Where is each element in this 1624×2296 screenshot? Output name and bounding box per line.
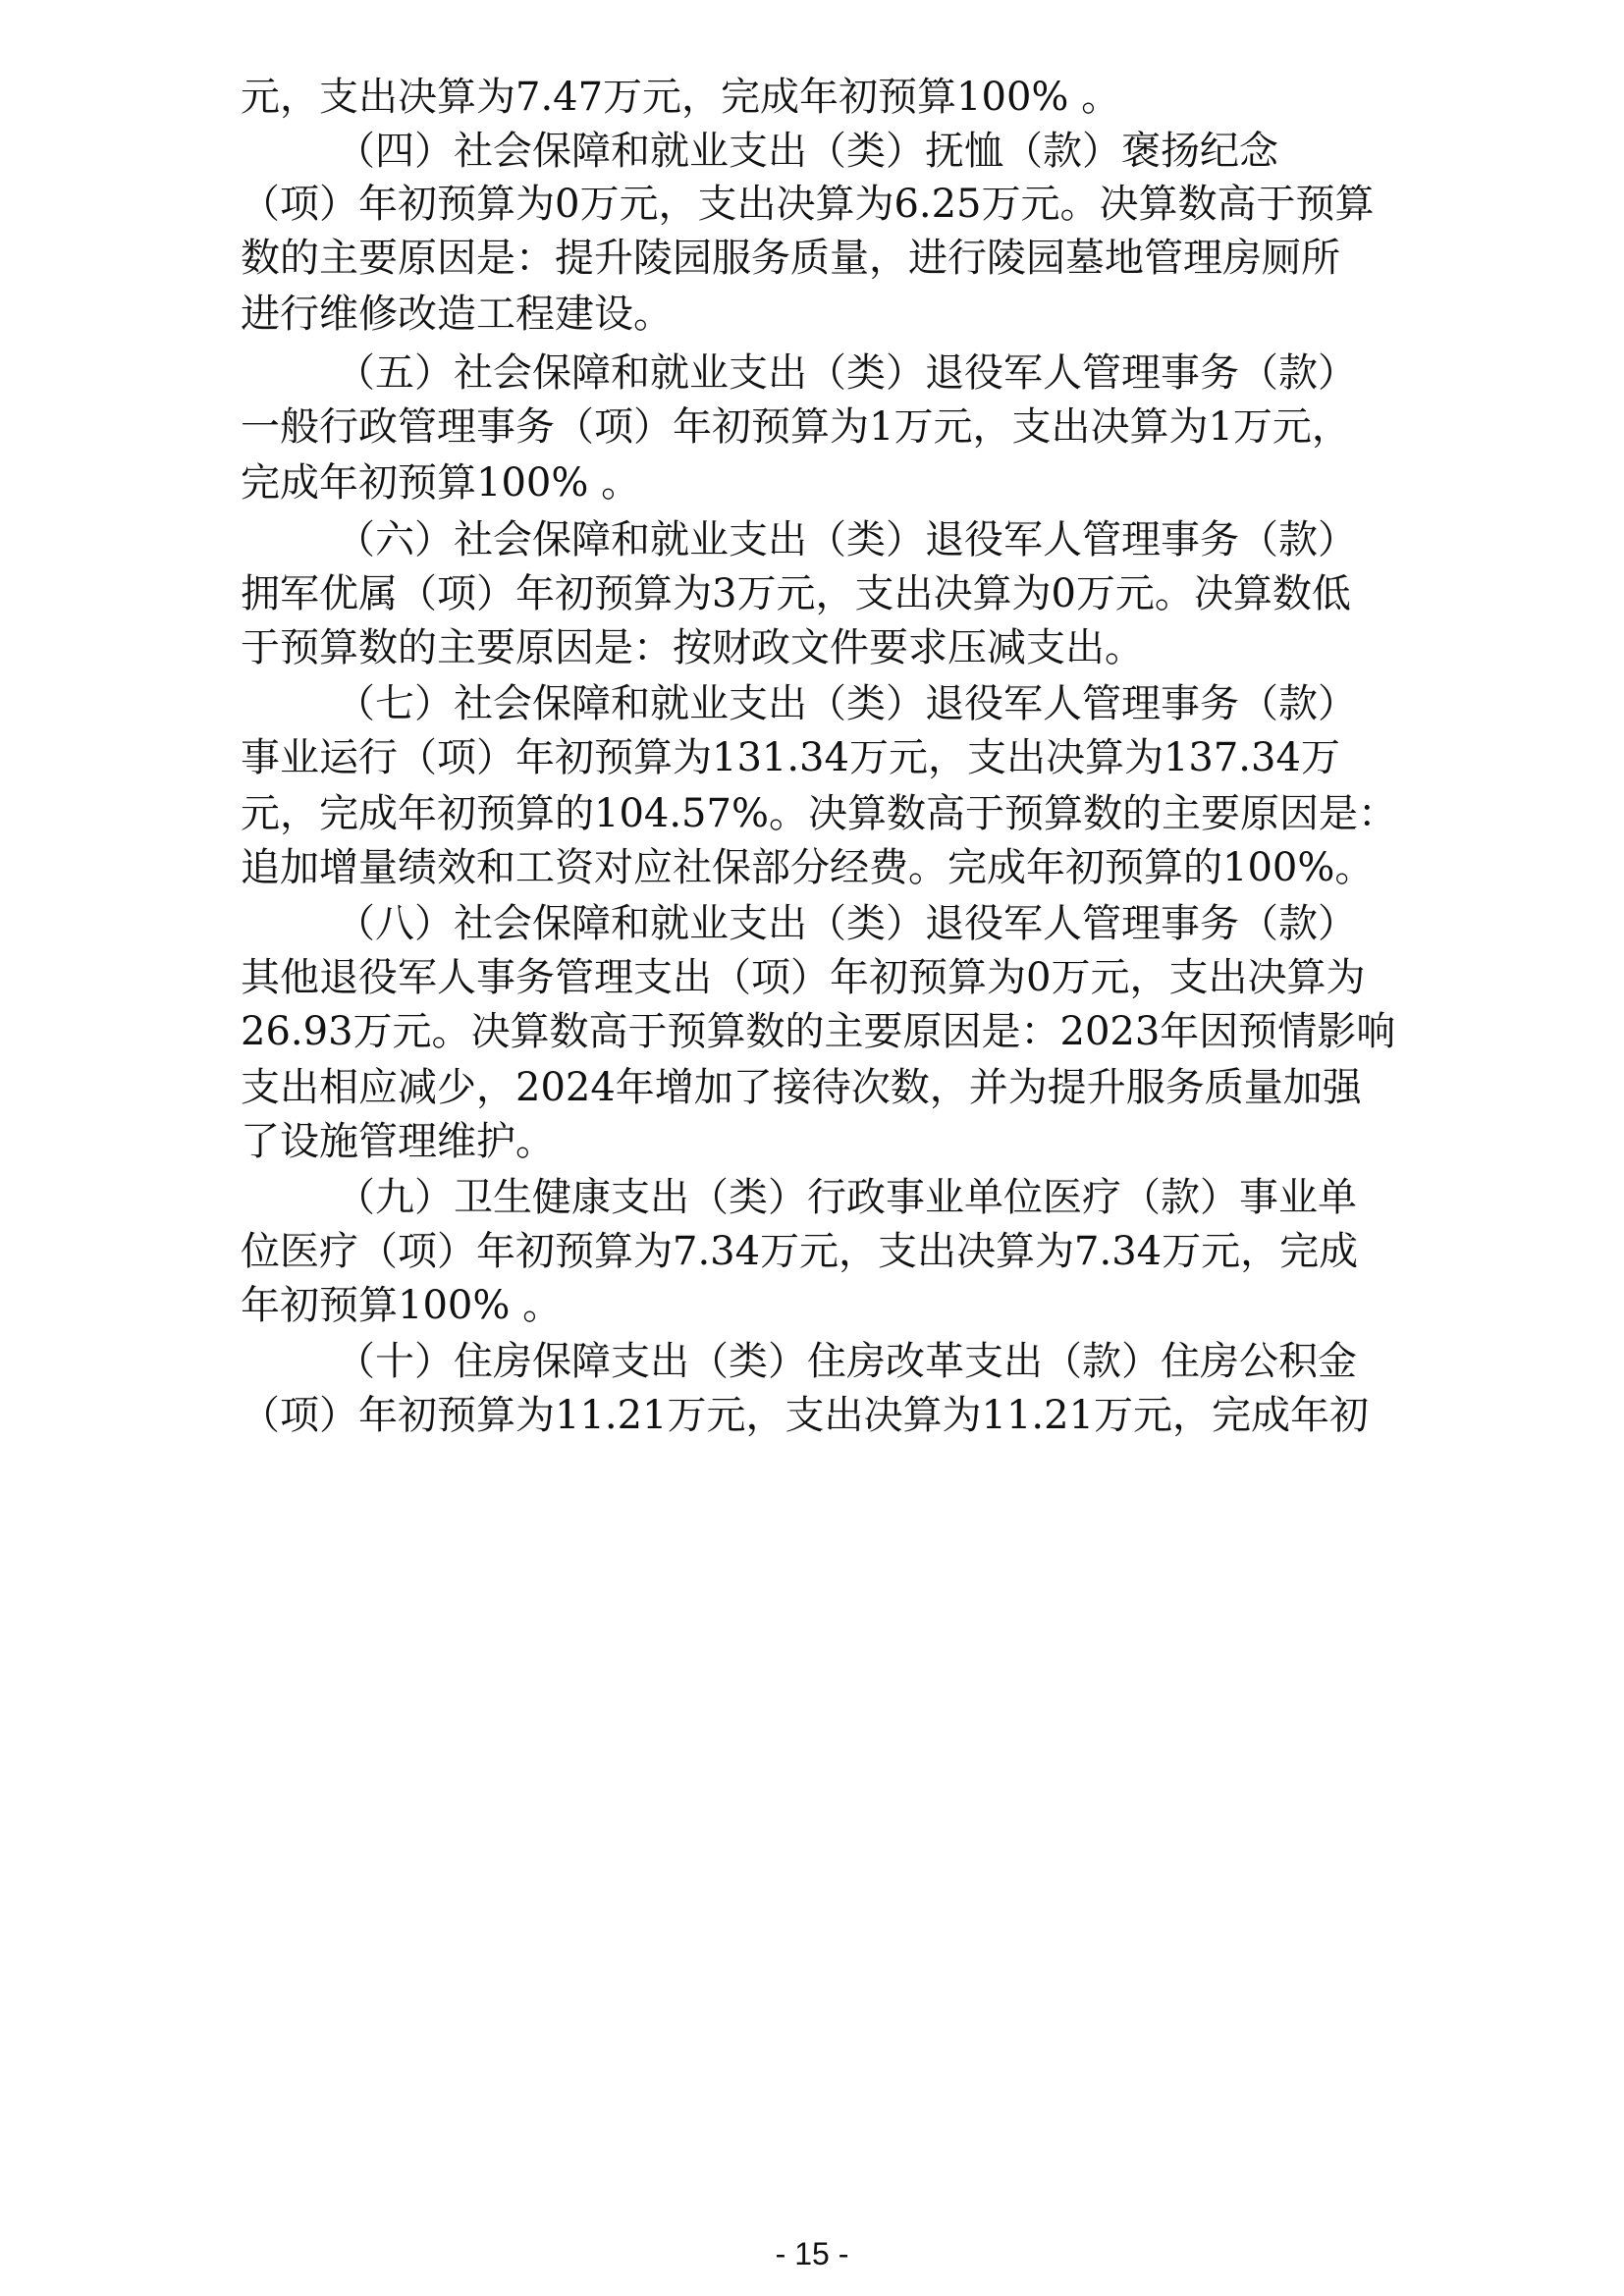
text-line: 元，完成年初预算的104.57%。决算数高于预算数的主要原因是： xyxy=(241,791,1397,836)
text-line: 位医疗（项）年初预算为7.34万元，支出决算为7.34万元，完成 xyxy=(241,1229,1359,1274)
text-line: 追加增量绩效和工资对应社保部分经费。完成年初预算的100%。 xyxy=(241,845,1375,890)
text-line: 元，支出决算为7.47万元，完成年初预算100% 。 xyxy=(241,75,1121,120)
text-line: 事业运行（项）年初预算为131.34万元，支出决算为137.34万 xyxy=(241,735,1340,780)
text-line: 拥军优属（项）年初预算为3万元，支出决算为0万元。决算数低 xyxy=(241,571,1351,616)
paragraph-9-heading: （九）卫生健康支出（类）行政事业单位医疗（款）事业单 xyxy=(336,1175,1357,1220)
text-line: 完成年初预算100% 。 xyxy=(241,460,641,506)
page-number: - 15 - xyxy=(775,2236,849,2271)
paragraph-5-heading: （五）社会保障和就业支出（类）退役军人管理事务（款） xyxy=(336,350,1357,396)
text-line: （项）年初预算为0万元，支出决算为6.25万元。决算数高于预算 xyxy=(241,182,1375,227)
text-line: 支出相应减少，2024年增加了接待次数，并为提升服务质量加强 xyxy=(241,1065,1362,1110)
paragraph-10-heading: （十）住房保障支出（类）住房改革支出（款）住房公积金 xyxy=(336,1339,1357,1384)
paragraph-7-heading: （七）社会保障和就业支出（类）退役军人管理事务（款） xyxy=(336,681,1357,726)
text-line: 进行维修改造工程建设。 xyxy=(241,292,673,337)
text-line: 了设施管理维护。 xyxy=(241,1119,555,1164)
paragraph-6-heading: （六）社会保障和就业支出（类）退役军人管理事务（款） xyxy=(336,517,1357,562)
paragraph-4-heading: （四）社会保障和就业支出（类）抚恤（款）褒扬纪念 xyxy=(336,129,1278,174)
text-line: 数的主要原因是：提升陵园服务质量，进行陵园墓地管理房厕所 xyxy=(241,236,1340,281)
paragraph-8-heading: （八）社会保障和就业支出（类）退役军人管理事务（款） xyxy=(336,901,1357,946)
text-line: 26.93万元。决算数高于预算数的主要原因是：2023年因预情影响 xyxy=(241,1009,1396,1054)
text-line: 其他退役军人事务管理支出（项）年初预算为0万元，支出决算为 xyxy=(241,955,1366,1000)
text-line: 年初预算100% 。 xyxy=(241,1283,563,1328)
text-line: （项）年初预算为11.21万元，支出决算为11.21万元，完成年初 xyxy=(241,1393,1370,1438)
text-line: 于预算数的主要原因是：按财政文件要求压减支出。 xyxy=(241,625,1144,670)
text-line: 一般行政管理事务（项）年初预算为1万元，支出决算为1万元， xyxy=(241,404,1351,450)
